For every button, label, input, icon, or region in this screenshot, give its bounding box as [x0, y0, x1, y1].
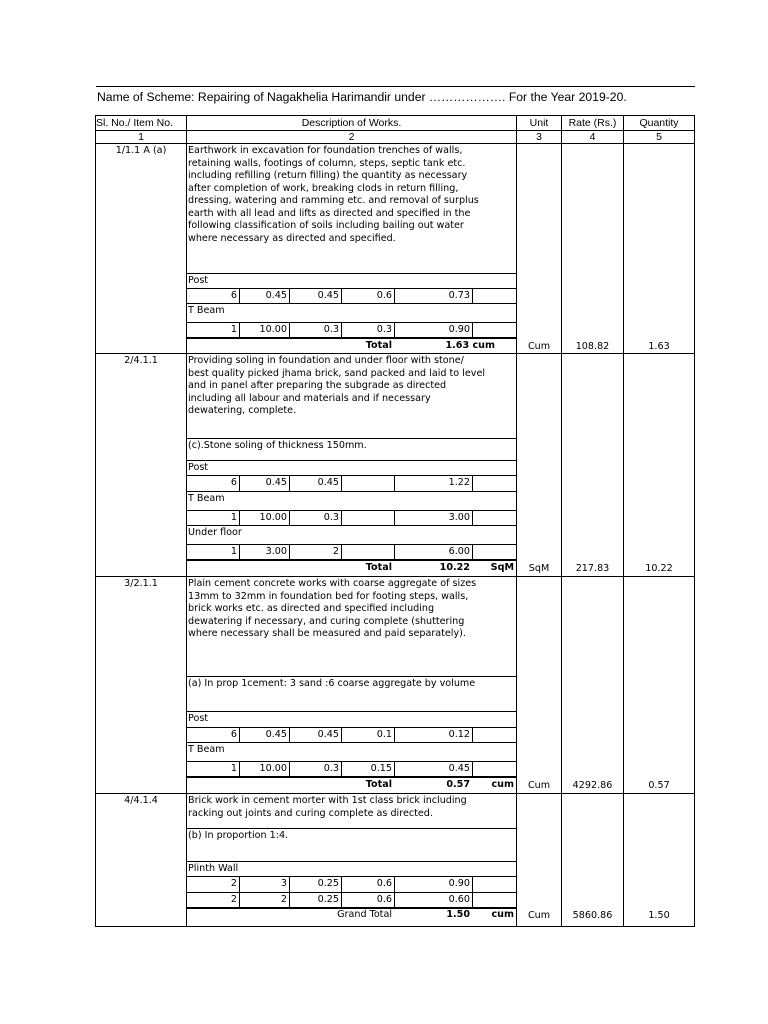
col-line-4 [623, 115, 624, 927]
item-1-vline [472, 288, 473, 303]
item-2-total-label: Total [365, 562, 392, 573]
item-1-post-label: Post [188, 275, 209, 286]
item-3-vline [472, 761, 473, 776]
item-4-total-label: Grand Total [337, 909, 392, 920]
item-4-line [187, 876, 516, 877]
item-4-row1-cell: 2 [230, 878, 237, 889]
item-3-total-unit: cum [491, 779, 514, 790]
item-1-line [187, 322, 516, 323]
item-2-underfloor-label: Under floor [188, 527, 242, 538]
item-3-row1-cell: 6 [230, 729, 237, 740]
item-1-number: 1/1.1 A (a) [115, 145, 167, 156]
item-2-vline [472, 544, 473, 559]
item-4-unit: Cum [527, 910, 551, 921]
item-4-vline [472, 876, 473, 907]
item-3-row2-cell: 10.00 [259, 763, 287, 774]
item-2-description: Providing soling in foundation and under floor with stone/ best quality picked jhama brick, sand packed and laid to level and in panel after preparing the subgrade as directed including all labour and materials and if necessary dewatering, complete. [188, 355, 486, 416]
item-1-line [187, 303, 516, 304]
header-unit: Unit [529, 117, 549, 129]
item-1-row1-cell: 6 [230, 290, 237, 301]
item-3-total-value: 0.57 [446, 779, 470, 790]
header-quantity: Quantity [639, 117, 679, 129]
item-2-total-unit: SqM [490, 562, 514, 573]
item-4-total-value: 1.50 [446, 909, 470, 920]
item-1-rate: 108.82 [575, 341, 610, 352]
col-line-2 [516, 115, 517, 927]
item-4-row1-cell: 0.25 [317, 878, 339, 889]
item-3-row2-cell: 1 [230, 763, 237, 774]
item-4-row1-cell: 0.6 [376, 878, 392, 889]
item-2-sub: (c).Stone soling of thickness 150mm. [188, 440, 367, 451]
item-1-quantity: 1.63 [648, 341, 670, 352]
item-1-row1-cell: 0.45 [317, 290, 339, 301]
header-sl-no: Sl. No./ Item No. [96, 117, 174, 129]
item-1-line [187, 338, 516, 339]
item-1-tbeam-label: T Beam [188, 305, 225, 316]
item-2-row3-cell: 2 [332, 546, 339, 557]
item-2-post-label: Post [188, 462, 209, 473]
item-2-tbeam-label: T Beam [188, 493, 225, 504]
item-4-line [187, 892, 516, 893]
item-3-description: Plain cement concrete works with coarse aggregate of sizes 13mm to 32mm in foundation bed for footing steps, walls, brick works etc. as directed and specified including dewatering if necessary, and curing complete (shuttering where necessary shall be measured and paid separately). [188, 578, 477, 639]
item-2-row3-cell: 6.00 [448, 546, 470, 557]
item-3-row1-cell: 0.1 [376, 729, 392, 740]
item-1-vline [472, 322, 473, 337]
item-3-row2-cell: 0.15 [370, 763, 392, 774]
item-1-row1-cell: 0.6 [376, 290, 392, 301]
item-4-row2-cell: 2 [280, 894, 287, 905]
item-3-row2-cell: 0.3 [323, 763, 339, 774]
header-col-3: 3 [536, 131, 542, 143]
header-rate: Rate (Rs.) [568, 117, 617, 129]
item-2-row2-cell: 1 [230, 512, 237, 523]
item-3-line [187, 777, 516, 778]
item-4-line [187, 861, 516, 862]
item-1-row2-cell: 10.00 [259, 324, 287, 335]
item-3-sub: (a) In prop 1cement: 3 sand :6 coarse aggregate by volume [188, 678, 476, 689]
item-3-row1-cell: 0.45 [265, 729, 287, 740]
item-2-number: 2/4.1.1 [124, 355, 158, 366]
item-1-row1-cell: 0.73 [448, 290, 470, 301]
item-2-row2-cell: 3.00 [448, 512, 470, 523]
item-1-row2-cell: 1 [230, 324, 237, 335]
item-2-vline [472, 475, 473, 491]
item-2-unit: SqM [528, 563, 550, 574]
item-3-row1-cell: 0.45 [317, 729, 339, 740]
item-2-line [187, 438, 516, 439]
item-4-row2-cell: 0.25 [317, 894, 339, 905]
item-4-row2-cell: 0.6 [376, 894, 392, 905]
item-2-row1-cell: 0.45 [317, 477, 339, 488]
item-1-total-label: Total [365, 340, 392, 351]
item-2-quantity: 10.22 [645, 563, 673, 574]
header-col-1: 1 [138, 131, 144, 143]
item-1-row2-cell: 0.3 [323, 324, 339, 335]
item-1-line [187, 273, 516, 274]
item-4-line [187, 828, 516, 829]
item-4-plinth-label: Plinth Wall [188, 863, 239, 874]
item-4-row2-cell: 0.60 [448, 894, 470, 905]
item-3-line [187, 761, 516, 762]
item-2-line [187, 544, 516, 545]
item-4-sub: (b) In proportion 1:4. [188, 830, 289, 841]
header-col-2: 2 [348, 131, 355, 143]
item-3-unit: Cum [527, 780, 551, 791]
item-4-number: 4/4.1.4 [124, 795, 158, 806]
item-2-total-value: 10.22 [439, 562, 470, 573]
item-2-line [187, 460, 516, 461]
item-4-description: Brick work in cement morter with 1st class brick including racking out joints and curing complete as directed. [188, 795, 467, 819]
item-1-description: Earthwork in excavation for foundation trenches of walls, retaining walls, footings of column, steps, septic tank etc. including refilling (return filling) the quantity as necessary after completion of work, breaking clods in return filling, dressing, watering and ramming etc. and removal of surplus earth with all lead and lifts as directed and specified in the following classification of soils including bailing out water where necessary as directed and specified. [188, 145, 479, 244]
item-2-row2-cell: 10.00 [259, 512, 287, 523]
item-2-line [187, 525, 516, 526]
item-1-line [187, 288, 516, 289]
item-2-row1-cell: 0.45 [265, 477, 287, 488]
item-1-row2-cell: 0.3 [376, 324, 392, 335]
item-3-rate: 4292.86 [572, 780, 613, 791]
item-2-vline [341, 475, 342, 491]
item-3-number: 3/2.1.1 [124, 578, 158, 589]
item-3-vline [472, 727, 473, 742]
item-2-row1-cell: 1.22 [448, 477, 470, 488]
item-3-row2-cell: 0.45 [448, 763, 470, 774]
item-2-row3-cell: 1 [230, 546, 237, 557]
item-3-row1-cell: 0.12 [448, 729, 470, 740]
item-2-line [187, 491, 516, 492]
item-2-row1-cell: 6 [230, 477, 237, 488]
item-4-row1-cell: 0.90 [448, 878, 470, 889]
item-2-line [187, 510, 516, 511]
table-bottom-line [95, 926, 695, 927]
item-3-total-label: Total [365, 779, 392, 790]
header-description: Description of Works. [301, 117, 402, 129]
item-4-rate: 5860.86 [572, 910, 613, 921]
col-line-3 [561, 115, 562, 927]
item-3-post-label: Post [188, 713, 209, 724]
item-2-line [187, 475, 516, 476]
item-3-line [187, 727, 516, 728]
item-2-row2-cell: 0.3 [323, 512, 339, 523]
item-4-total-unit: cum [491, 909, 514, 920]
item-1-unit: Cum [527, 341, 551, 352]
item-4-quantity: 1.50 [648, 910, 670, 921]
header-col-5: 5 [656, 131, 662, 143]
item-2-vline [472, 510, 473, 525]
item-2-line [187, 560, 516, 561]
col-line-5 [694, 115, 695, 927]
scheme-title: Name of Scheme: Repairing of Nagakhelia Harimandir under ………………. For the Year 2019-20. [97, 90, 627, 104]
item-2-vline [341, 510, 342, 525]
item-1-row1-cell: 0.45 [265, 290, 287, 301]
item-2-vline [341, 544, 342, 559]
header-col-4: 4 [589, 131, 596, 143]
item-3-line [187, 676, 516, 677]
item-2-row3-cell: 3.00 [265, 546, 287, 557]
item-1-total-value: 1.63 cum [445, 340, 495, 351]
item-3-line [187, 742, 516, 743]
item-3-quantity: 0.57 [648, 780, 670, 791]
item-2-rate: 217.83 [575, 563, 610, 574]
item-3-line [187, 711, 516, 712]
item-1-row2-cell: 0.90 [448, 324, 470, 335]
item-3-tbeam-label: T Beam [188, 744, 225, 755]
item-4-row2-cell: 2 [230, 894, 237, 905]
item-4-row1-cell: 3 [280, 878, 287, 889]
scheme-title-row [96, 86, 695, 114]
